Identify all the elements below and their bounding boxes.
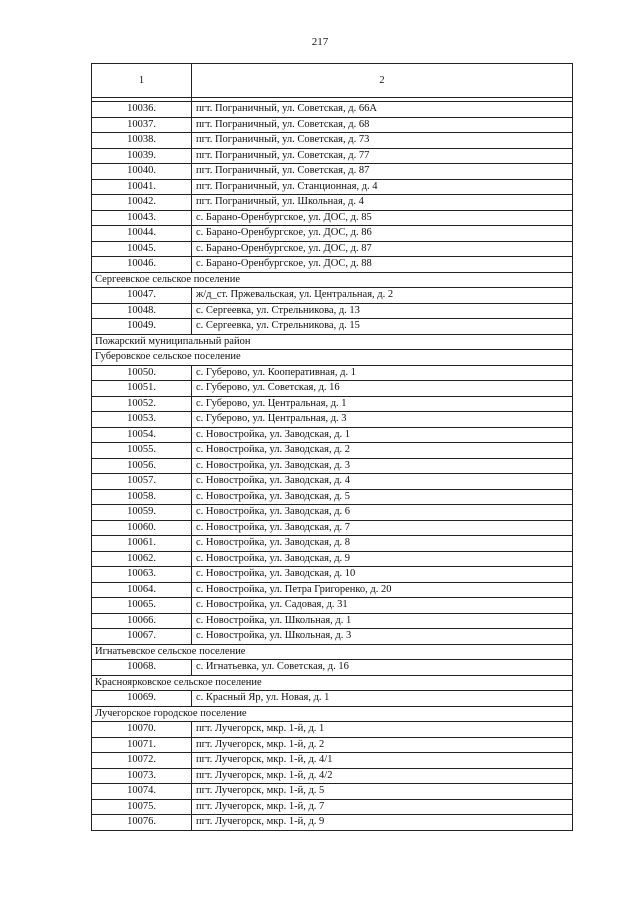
row-number: 10071. (92, 737, 192, 753)
table-row (92, 412, 573, 428)
row-number: 10069. (92, 691, 192, 707)
table-row (92, 505, 573, 521)
section-row (92, 706, 573, 722)
row-address: пгт. Пограничный, ул. Советская, д. 77 (192, 148, 573, 164)
row-number: 10036. (92, 102, 192, 118)
column-header-2: 2 (192, 64, 573, 98)
row-address: с. Новостройка, ул. Петра Григоренко, д. 20 (192, 582, 573, 598)
section-row (92, 644, 573, 660)
table-row (92, 474, 573, 490)
row-address: с. Новостройка, ул. Заводская, д. 10 (192, 567, 573, 583)
row-number: 10066. (92, 613, 192, 629)
row-number: 10062. (92, 551, 192, 567)
row-address: с. Новостройка, ул. Заводская, д. 9 (192, 551, 573, 567)
table-row (92, 551, 573, 567)
row-address: с. Новостройка, ул. Заводская, д. 4 (192, 474, 573, 490)
row-number: 10045. (92, 241, 192, 257)
table-row (92, 226, 573, 242)
row-address: пгт. Лучегорск, мкр. 1-й, д. 9 (192, 815, 573, 831)
table-row (92, 396, 573, 412)
row-address: пгт. Лучегорск, мкр. 1-й, д. 4/2 (192, 768, 573, 784)
table-row (92, 303, 573, 319)
table-row (92, 241, 573, 257)
section-row (92, 334, 573, 350)
row-number: 10049. (92, 319, 192, 335)
row-number: 10055. (92, 443, 192, 459)
table-row (92, 319, 573, 335)
row-number: 10038. (92, 133, 192, 149)
table-row (92, 179, 573, 195)
row-address: с. Новостройка, ул. Заводская, д. 1 (192, 427, 573, 443)
table-row (92, 381, 573, 397)
row-number: 10057. (92, 474, 192, 490)
row-address: пгт. Лучегорск, мкр. 1-й, д. 2 (192, 737, 573, 753)
table-row (92, 691, 573, 707)
row-number: 10051. (92, 381, 192, 397)
row-number: 10037. (92, 117, 192, 133)
table-body (92, 98, 573, 831)
row-number: 10072. (92, 753, 192, 769)
row-address: с. Сергеевка, ул. Стрельникова, д. 13 (192, 303, 573, 319)
row-address: с. Барано-Оренбургское, ул. ДОС, д. 88 (192, 257, 573, 273)
row-number: 10043. (92, 210, 192, 226)
row-address: с. Новостройка, ул. Заводская, д. 5 (192, 489, 573, 505)
row-address: пгт. Лучегорск, мкр. 1-й, д. 5 (192, 784, 573, 800)
table-row (92, 799, 573, 815)
row-address: с. Игнатьевка, ул. Советская, д. 16 (192, 660, 573, 676)
table-row (92, 257, 573, 273)
row-number: 10054. (92, 427, 192, 443)
table-row (92, 443, 573, 459)
row-number: 10060. (92, 520, 192, 536)
table-row (92, 133, 573, 149)
row-number: 10046. (92, 257, 192, 273)
row-number: 10053. (92, 412, 192, 428)
row-address: пгт. Пограничный, ул. Станционная, д. 4 (192, 179, 573, 195)
section-title: Губеровское сельское поселение (92, 350, 573, 366)
row-address: с. Красный Яр, ул. Новая, д. 1 (192, 691, 573, 707)
row-address: пгт. Пограничный, ул. Советская, д. 73 (192, 133, 573, 149)
table-row (92, 427, 573, 443)
row-number: 10039. (92, 148, 192, 164)
row-number: 10059. (92, 505, 192, 521)
row-number: 10041. (92, 179, 192, 195)
table-row (92, 722, 573, 738)
section-title: Красноярковское сельское поселение (92, 675, 573, 691)
row-address: с. Новостройка, ул. Школьная, д. 1 (192, 613, 573, 629)
table-row (92, 536, 573, 552)
row-address: с. Губерово, ул. Центральная, д. 1 (192, 396, 573, 412)
row-address: с. Новостройка, ул. Заводская, д. 2 (192, 443, 573, 459)
table-row (92, 288, 573, 304)
row-address: с. Новостройка, ул. Школьная, д. 3 (192, 629, 573, 645)
section-row (92, 272, 573, 288)
column-header-1: 1 (92, 64, 192, 98)
row-address: с. Новостройка, ул. Садовая, д. 31 (192, 598, 573, 614)
row-number: 10040. (92, 164, 192, 180)
section-row (92, 350, 573, 366)
section-title: Лучегорское городское поселение (92, 706, 573, 722)
row-number: 10075. (92, 799, 192, 815)
table-row (92, 148, 573, 164)
section-row (92, 675, 573, 691)
table-row (92, 582, 573, 598)
row-address: пгт. Пограничный, ул. Советская, д. 87 (192, 164, 573, 180)
table-row (92, 117, 573, 133)
table-row (92, 815, 573, 831)
row-number: 10064. (92, 582, 192, 598)
table-row (92, 737, 573, 753)
row-address: с. Барано-Оренбургское, ул. ДОС, д. 86 (192, 226, 573, 242)
row-address: с. Новостройка, ул. Заводская, д. 8 (192, 536, 573, 552)
row-number: 10070. (92, 722, 192, 738)
row-number: 10042. (92, 195, 192, 211)
table-row (92, 102, 573, 118)
row-number: 10076. (92, 815, 192, 831)
table-row (92, 768, 573, 784)
row-address: пгт. Лучегорск, мкр. 1-й, д. 1 (192, 722, 573, 738)
table-row (92, 660, 573, 676)
row-number: 10052. (92, 396, 192, 412)
row-address: пгт. Пограничный, ул. Советская, д. 66А (192, 102, 573, 118)
table-row (92, 210, 573, 226)
row-number: 10073. (92, 768, 192, 784)
row-number: 10063. (92, 567, 192, 583)
row-address: с. Барано-Оренбургское, ул. ДОС, д. 87 (192, 241, 573, 257)
table-row (92, 489, 573, 505)
row-address: с. Барано-Оренбургское, ул. ДОС, д. 85 (192, 210, 573, 226)
table-row (92, 613, 573, 629)
table-row (92, 753, 573, 769)
table-row (92, 365, 573, 381)
row-address: с. Губерово, ул. Советская, д. 16 (192, 381, 573, 397)
row-number: 10068. (92, 660, 192, 676)
table-row (92, 520, 573, 536)
row-address: пгт. Пограничный, ул. Школьная, д. 4 (192, 195, 573, 211)
address-table (91, 63, 573, 831)
page-number: 217 (311, 36, 329, 48)
table-row (92, 567, 573, 583)
row-address: с. Новостройка, ул. Заводская, д. 6 (192, 505, 573, 521)
row-address: пгт. Лучегорск, мкр. 1-й, д. 7 (192, 799, 573, 815)
row-number: 10061. (92, 536, 192, 552)
row-address: пгт. Пограничный, ул. Советская, д. 68 (192, 117, 573, 133)
row-address: с. Губерово, ул. Кооперативная, д. 1 (192, 365, 573, 381)
table-row (92, 195, 573, 211)
section-title: Пожарский муниципальный район (92, 334, 573, 350)
row-address: ж/д_ст. Пржевальская, ул. Центральная, д. 2 (192, 288, 573, 304)
row-number: 10074. (92, 784, 192, 800)
row-address: с. Губерово, ул. Центральная, д. 3 (192, 412, 573, 428)
section-title: Игнатьевское сельское поселение (92, 644, 573, 660)
table-row (92, 784, 573, 800)
table-row (92, 629, 573, 645)
table-row (92, 458, 573, 474)
row-number: 10056. (92, 458, 192, 474)
row-number: 10067. (92, 629, 192, 645)
table-header-row (92, 64, 573, 98)
row-address: с. Новостройка, ул. Заводская, д. 3 (192, 458, 573, 474)
row-number: 10050. (92, 365, 192, 381)
row-number: 10065. (92, 598, 192, 614)
row-address: с. Новостройка, ул. Заводская, д. 7 (192, 520, 573, 536)
row-address: с. Сергеевка, ул. Стрельникова, д. 15 (192, 319, 573, 335)
section-title: Сергеевское сельское поселение (92, 272, 573, 288)
row-number: 10047. (92, 288, 192, 304)
row-number: 10044. (92, 226, 192, 242)
table-row (92, 164, 573, 180)
row-address: пгт. Лучегорск, мкр. 1-й, д. 4/1 (192, 753, 573, 769)
row-number: 10058. (92, 489, 192, 505)
table-row (92, 598, 573, 614)
row-number: 10048. (92, 303, 192, 319)
